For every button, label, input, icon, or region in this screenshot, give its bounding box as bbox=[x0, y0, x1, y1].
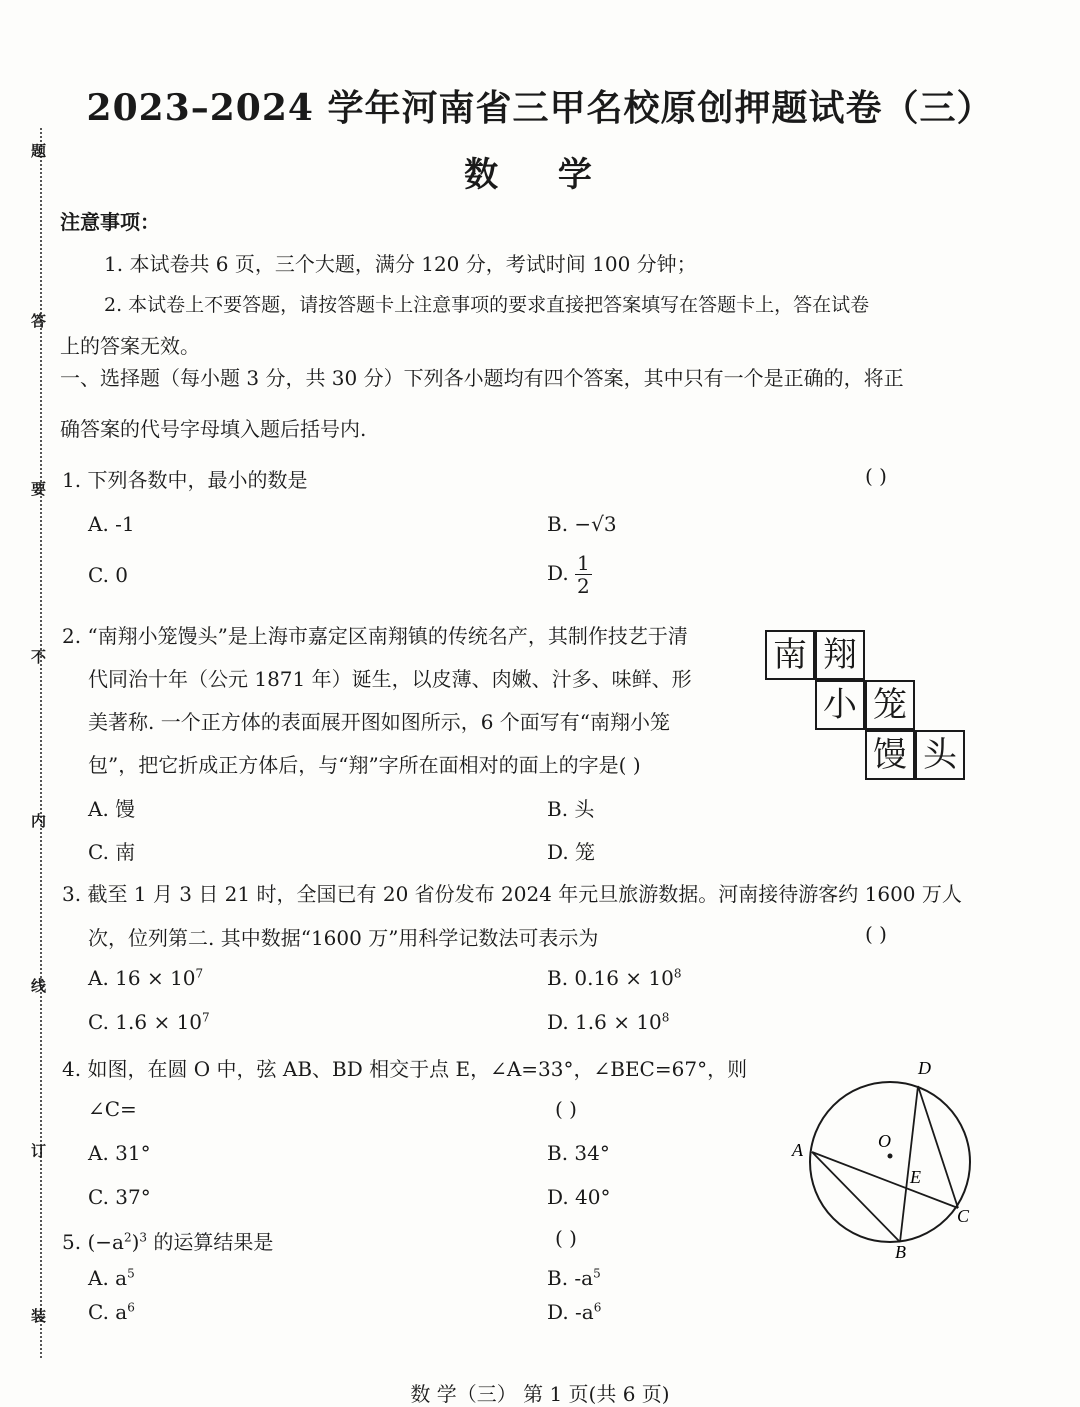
q3-option-d: D. $1.6 \times 10^8$ bbox=[547, 1010, 670, 1034]
side-label: 答 bbox=[31, 312, 47, 330]
label-e: E bbox=[910, 1167, 921, 1187]
net-face: 馒 bbox=[865, 730, 915, 780]
side-label: 题 bbox=[31, 142, 47, 160]
chord-ab bbox=[812, 1152, 900, 1242]
chord-bd bbox=[900, 1086, 918, 1242]
side-label: 装 bbox=[31, 1307, 47, 1325]
answer-paren: ( ) bbox=[555, 1097, 577, 1121]
net-face: 笼 bbox=[865, 680, 915, 730]
q3-option-b: B. $0.16 \times 10^8$ bbox=[547, 966, 682, 990]
net-face: 小 bbox=[815, 680, 865, 730]
q5-option-c: C. $a^6$ bbox=[88, 1300, 135, 1324]
q5-option-b: B. $-a^5$ bbox=[547, 1266, 601, 1290]
side-label: 不 bbox=[31, 648, 47, 666]
fraction: $\frac{1}{2}$ bbox=[577, 551, 590, 598]
q4-option-c: C. 37° bbox=[88, 1185, 151, 1209]
q2-option-d: D. 笼 bbox=[547, 840, 596, 864]
q3-line-1: 3. 截至 1 月 3 日 21 时，全国已有 20 省份发布 2024 年元旦旅游数据。河南接待游客约 1600 万人 bbox=[62, 882, 962, 906]
q5-option-d: D. $-a^6$ bbox=[547, 1300, 602, 1324]
q4-line-1: 4. 如图，在圆 O 中，弦 AB、BD 相交于点 E，∠A=33°，∠BEC=67°，则 bbox=[62, 1057, 748, 1081]
q2-line-2: 代同治十年（公元 1871 年）诞生，以皮薄、肉嫩、汁多、味鲜、形 bbox=[88, 667, 692, 691]
circle-figure bbox=[780, 1050, 1000, 1270]
q5-stem: 5. $(-a^2)^3$ 的运算结果是 bbox=[62, 1230, 274, 1254]
q3-line-2: 次，位列第二. 其中数据“1600 万”用科学记数法可表示为 bbox=[88, 926, 599, 950]
q4-option-d: D. 40° bbox=[547, 1185, 611, 1209]
net-face: 头 bbox=[915, 730, 965, 780]
q2-line-4: 包”，把它折成正方体后，与“翔”字所在面相对的面上的字是( ) bbox=[88, 753, 641, 777]
side-label: 要 bbox=[31, 480, 47, 498]
q5-option-a: A. $a^5$ bbox=[88, 1266, 135, 1290]
q1-option-b: B. −√3 bbox=[547, 512, 617, 536]
answer-paren: ( ) bbox=[555, 1226, 577, 1250]
label-b: B bbox=[895, 1242, 906, 1262]
chord-dc bbox=[918, 1086, 958, 1208]
answer-paren: ( ) bbox=[865, 464, 887, 488]
q2-line-1: 2. “南翔小笼馒头”是上海市嘉定区南翔镇的传统名产，其制作技艺于清 bbox=[62, 624, 688, 648]
label-d: D bbox=[918, 1058, 931, 1078]
q2-option-a: A. 馒 bbox=[88, 797, 136, 821]
q1-stem: 1. 下列各数中，最小的数是 bbox=[62, 468, 308, 492]
side-label: 内 bbox=[31, 812, 47, 830]
center-point bbox=[888, 1154, 893, 1159]
label-o: O bbox=[878, 1131, 891, 1151]
answer-paren: ( ) bbox=[865, 922, 887, 946]
sqrt-expression: −√3 bbox=[574, 512, 617, 536]
q1-option-a: A. -1 bbox=[88, 512, 135, 536]
notice-heading: 注意事项： bbox=[60, 210, 160, 234]
section-heading: 一、选择题（每小题 3 分，共 30 分）下列各小题均有四个答案，其中只有一个是正确的，将正 bbox=[60, 366, 904, 390]
q3-option-a: A. $16 \times 10^7$ bbox=[88, 966, 204, 990]
q4-line-2: ∠C= bbox=[88, 1097, 137, 1121]
q4-option-b: B. 34° bbox=[547, 1141, 610, 1165]
notice-item-1: 1. 本试卷共 6 页，三个大题，满分 120 分，考试时间 100 分钟； bbox=[104, 252, 697, 276]
exam-title: 2023–2024 学年河南省三甲名校原创押题试卷（三） bbox=[86, 87, 994, 129]
side-label: 订 bbox=[31, 1142, 47, 1160]
chord-ac bbox=[812, 1152, 958, 1208]
section-heading-cont: 确答案的代号字母填入题后括号内. bbox=[60, 417, 367, 441]
net-face: 翔 bbox=[815, 630, 865, 680]
q3-option-c: C. $1.6 \times 10^7$ bbox=[88, 1010, 210, 1034]
q1-option-c: C. 0 bbox=[88, 563, 129, 587]
notice-item-2-cont: 上的答案无效。 bbox=[60, 334, 200, 358]
notice-item-2: 2. 本试卷上不要答题，请按答题卡上注意事项的要求直接把答案填写在答题卡上，答在试卷 bbox=[104, 294, 870, 316]
q2-option-c: C. 南 bbox=[88, 840, 136, 864]
circle-o bbox=[810, 1082, 970, 1242]
page-footer: 数 学（三） 第 1 页(共 6 页) bbox=[410, 1382, 670, 1406]
q4-option-a: A. 31° bbox=[88, 1141, 151, 1165]
q2-line-3: 美著称. 一个正方体的表面展开图如图所示，6 个面写有“南翔小笼 bbox=[88, 710, 671, 734]
side-label: 线 bbox=[31, 977, 47, 995]
q1-option-d: D. $\frac{1}{2}$ bbox=[547, 551, 590, 598]
subject-title: 数 学 bbox=[464, 155, 616, 195]
label-c: C bbox=[957, 1206, 970, 1226]
net-face: 南 bbox=[765, 630, 815, 680]
label-a: A bbox=[792, 1140, 803, 1160]
q2-option-b: B. 头 bbox=[547, 797, 595, 821]
